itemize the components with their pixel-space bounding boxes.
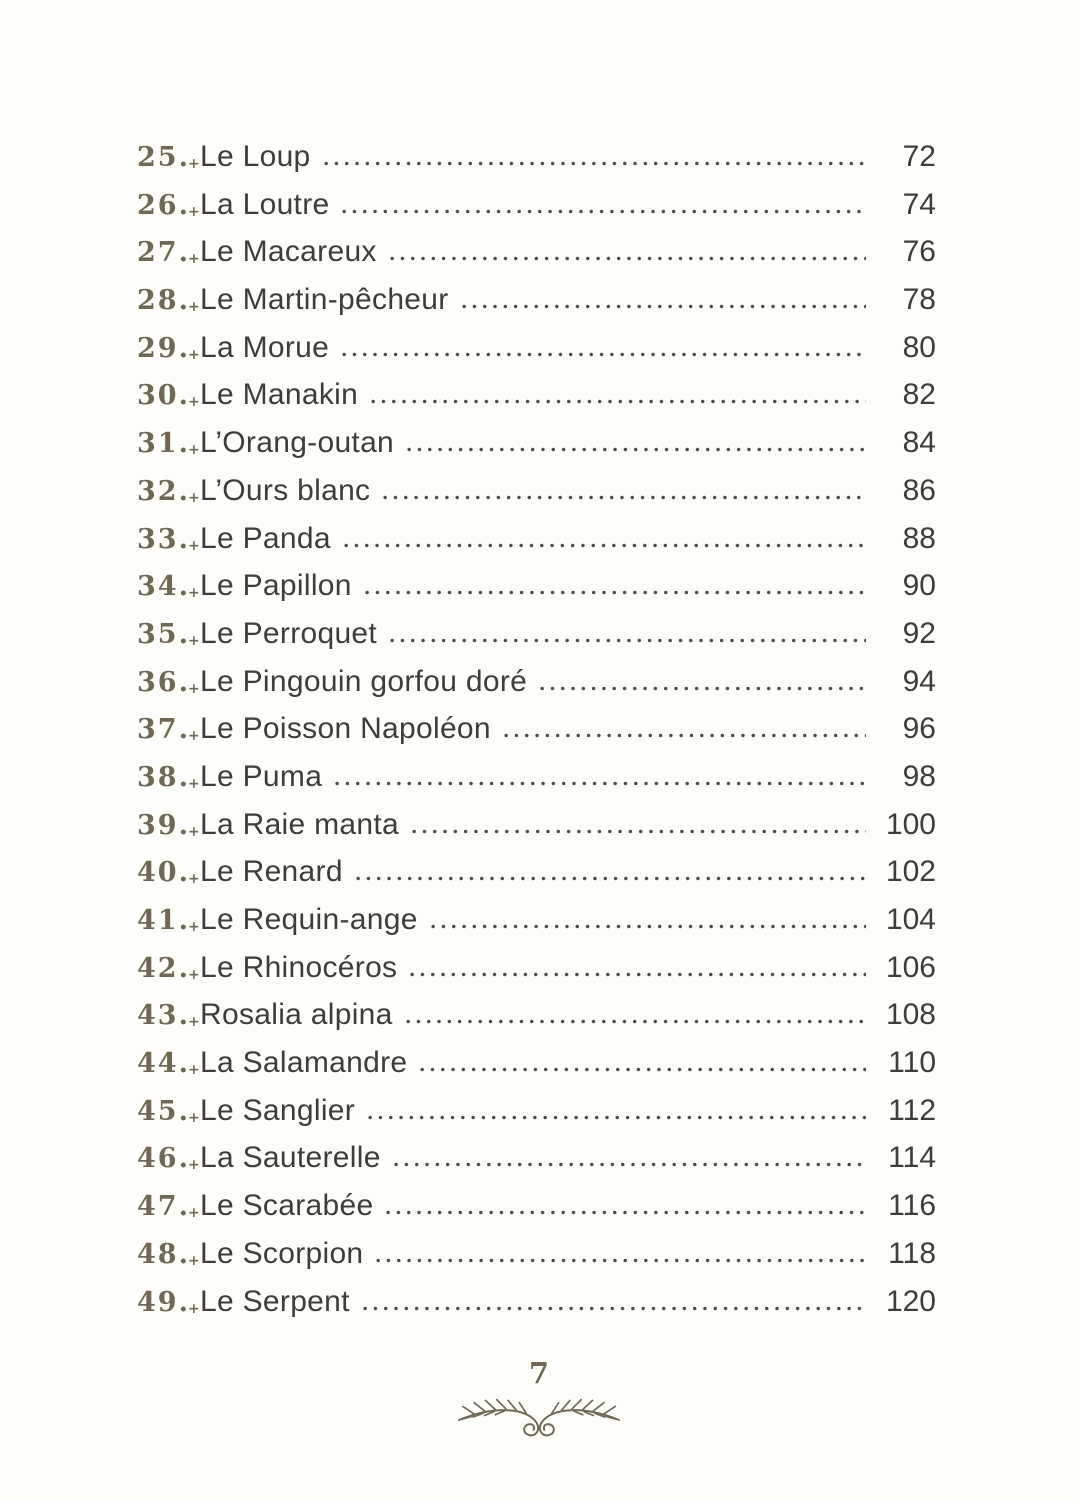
entry-number: 49.+ bbox=[137, 1286, 200, 1318]
number-ornament-icon: + bbox=[187, 1014, 200, 1031]
entry-page-number: 106 bbox=[885, 950, 936, 984]
number-ornament-icon: + bbox=[187, 1205, 200, 1222]
number-ornament-icon: + bbox=[187, 632, 200, 649]
dot-leader bbox=[537, 686, 866, 691]
entry-number: 34.+ bbox=[137, 571, 200, 603]
dot-leader bbox=[428, 924, 866, 929]
dot-leader bbox=[339, 352, 866, 357]
dot-leader bbox=[383, 1210, 866, 1215]
entry-title: Le Papillon bbox=[200, 569, 352, 603]
number-ornament-icon: + bbox=[187, 728, 200, 745]
entry-page-number: 84 bbox=[902, 426, 936, 460]
toc-entry bbox=[137, 1189, 936, 1237]
entry-page-number: 78 bbox=[902, 283, 936, 317]
toc-entry bbox=[137, 760, 936, 808]
dot-leader bbox=[368, 399, 866, 404]
dot-leader bbox=[321, 161, 866, 166]
number-ornament-icon: + bbox=[187, 203, 200, 220]
entry-number: 40.+ bbox=[137, 857, 200, 889]
dot-leader bbox=[409, 829, 866, 834]
dot-leader bbox=[362, 590, 866, 595]
toc-entry bbox=[137, 522, 936, 570]
entry-title: Le Loup bbox=[200, 140, 311, 173]
number-ornament-icon: + bbox=[187, 1109, 200, 1126]
entry-title: L’Ours blanc bbox=[200, 473, 371, 507]
number-ornament-icon: + bbox=[187, 537, 200, 554]
entry-title: Le Scarabée bbox=[200, 1189, 374, 1223]
entry-number: 27.+ bbox=[137, 237, 200, 269]
number-ornament-icon: + bbox=[187, 1157, 200, 1174]
entry-number: 37.+ bbox=[137, 714, 200, 746]
toc-entry bbox=[137, 188, 936, 236]
entry-number: 36.+ bbox=[137, 666, 200, 698]
toc-entry bbox=[137, 1094, 936, 1142]
toc-entry bbox=[137, 1237, 936, 1285]
entry-page-number: 88 bbox=[902, 521, 936, 555]
entry-page-number: 96 bbox=[902, 712, 936, 746]
dot-leader bbox=[341, 543, 866, 548]
entry-title: Le Serpent bbox=[200, 1284, 350, 1318]
entry-title: La Morue bbox=[200, 330, 330, 364]
number-ornament-icon: + bbox=[187, 251, 200, 268]
entry-title: Le Puma bbox=[200, 759, 323, 793]
number-ornament-icon: + bbox=[187, 394, 200, 411]
dot-leader bbox=[459, 304, 866, 309]
entry-page-number: 90 bbox=[902, 569, 936, 603]
entry-page-number: 108 bbox=[885, 998, 936, 1032]
entry-number: 31.+ bbox=[137, 428, 200, 460]
dot-leader bbox=[407, 972, 866, 977]
dot-leader bbox=[387, 256, 866, 261]
entry-title: La Raie manta bbox=[200, 807, 400, 841]
number-ornament-icon: + bbox=[187, 1252, 200, 1269]
entry-page-number: 110 bbox=[888, 1046, 936, 1080]
entry-page-number: 72 bbox=[902, 140, 936, 173]
number-ornament-icon: + bbox=[187, 1300, 200, 1317]
entry-page-number: 76 bbox=[902, 235, 936, 269]
toc-entry bbox=[137, 235, 936, 283]
entry-number: 35.+ bbox=[137, 618, 200, 650]
entry-number: 43.+ bbox=[137, 1000, 200, 1032]
toc-entry bbox=[137, 1046, 936, 1094]
entry-page-number: 80 bbox=[902, 330, 936, 364]
number-ornament-icon: + bbox=[187, 966, 200, 983]
entry-page-number: 100 bbox=[885, 807, 936, 841]
toc-entry bbox=[137, 998, 936, 1046]
entry-title: Le Renard bbox=[200, 855, 343, 889]
entry-title: L’Orang-outan bbox=[200, 426, 395, 460]
toc-entry bbox=[137, 426, 936, 474]
entry-number: 39.+ bbox=[137, 809, 200, 841]
dot-leader bbox=[387, 638, 866, 643]
entry-title: Le Scorpion bbox=[200, 1236, 364, 1270]
toc-entry bbox=[137, 474, 936, 522]
number-ornament-icon: + bbox=[187, 919, 200, 935]
entry-page-number: 74 bbox=[902, 187, 936, 221]
dot-leader bbox=[365, 1115, 866, 1120]
entry-title: Le Rhinocéros bbox=[200, 950, 398, 984]
entry-page-number: 92 bbox=[902, 616, 936, 650]
entry-page-number: 118 bbox=[888, 1236, 936, 1270]
entry-page-number: 104 bbox=[885, 903, 936, 936]
entry-number: 32.+ bbox=[137, 475, 200, 507]
entry-title: Le Perroquet bbox=[200, 616, 378, 650]
entry-title: Rosalia alpina bbox=[200, 998, 393, 1032]
entry-title: Le Requin-ange bbox=[200, 903, 418, 936]
dot-leader bbox=[353, 876, 866, 881]
entry-number: 30.+ bbox=[137, 380, 200, 412]
entry-number: 44.+ bbox=[137, 1048, 200, 1080]
toc-entry bbox=[137, 951, 936, 999]
entry-page-number: 94 bbox=[902, 664, 936, 698]
entry-number: 41.+ bbox=[137, 905, 200, 936]
entry-page-number: 82 bbox=[902, 378, 936, 412]
entry-title: Le Macareux bbox=[200, 235, 377, 269]
number-ornament-icon: + bbox=[187, 156, 200, 172]
dot-leader bbox=[373, 1258, 866, 1263]
number-ornament-icon: + bbox=[187, 680, 200, 697]
entry-page-number: 114 bbox=[888, 1141, 936, 1175]
dot-leader bbox=[403, 1019, 866, 1024]
number-ornament-icon: + bbox=[187, 299, 200, 316]
dot-leader bbox=[380, 495, 866, 500]
dot-leader bbox=[391, 1162, 866, 1167]
toc-entry bbox=[137, 140, 936, 188]
toc-entry bbox=[137, 617, 936, 665]
number-ornament-icon: + bbox=[187, 775, 200, 792]
number-ornament-icon: + bbox=[187, 585, 200, 602]
entry-title: Le Sanglier bbox=[200, 1093, 356, 1127]
entry-title: Le Pingouin gorfou doré bbox=[200, 664, 528, 698]
entry-number: 42.+ bbox=[137, 952, 200, 984]
number-ornament-icon: + bbox=[187, 823, 200, 840]
entry-title: La Loutre bbox=[200, 187, 330, 221]
entry-page-number: 102 bbox=[885, 855, 936, 889]
laurel-flourish-icon bbox=[456, 1393, 622, 1441]
footer-page-number: 7 bbox=[528, 1356, 550, 1391]
dot-leader bbox=[360, 1306, 866, 1311]
dot-leader bbox=[404, 447, 866, 452]
entry-page-number: 116 bbox=[888, 1189, 936, 1223]
entry-title: Le Manakin bbox=[200, 378, 359, 412]
toc-entry bbox=[137, 855, 936, 903]
toc-entry bbox=[137, 378, 936, 426]
entry-number: 48.+ bbox=[137, 1238, 200, 1270]
entry-title: Le Poisson Napoléon bbox=[200, 712, 491, 746]
dot-leader bbox=[417, 1067, 866, 1072]
toc-entry bbox=[137, 569, 936, 617]
dot-leader bbox=[339, 209, 866, 214]
dot-leader bbox=[332, 781, 866, 786]
entry-number: 25.+ bbox=[137, 142, 200, 173]
entry-page-number: 120 bbox=[885, 1284, 936, 1318]
entry-number: 26.+ bbox=[137, 189, 200, 221]
entry-title: La Sauterelle bbox=[200, 1141, 381, 1175]
dot-leader bbox=[501, 733, 866, 738]
entry-page-number: 112 bbox=[888, 1093, 936, 1127]
entry-number: 46.+ bbox=[137, 1143, 200, 1175]
number-ornament-icon: + bbox=[187, 871, 200, 888]
entry-number: 38.+ bbox=[137, 761, 200, 793]
toc-entry bbox=[137, 1141, 936, 1189]
entry-page-number: 98 bbox=[902, 759, 936, 793]
entry-title: La Salamandre bbox=[200, 1046, 408, 1080]
toc-entry bbox=[137, 331, 936, 379]
toc-entry bbox=[137, 665, 936, 713]
entry-title: Le Panda bbox=[200, 521, 331, 555]
number-ornament-icon: + bbox=[187, 442, 200, 459]
toc-entry bbox=[137, 712, 936, 760]
entry-number: 47.+ bbox=[137, 1191, 200, 1223]
toc-entry bbox=[137, 1285, 936, 1333]
toc-entry bbox=[137, 808, 936, 856]
entry-number: 45.+ bbox=[137, 1095, 200, 1127]
entry-number: 28.+ bbox=[137, 285, 200, 317]
entry-title: Le Martin-pêcheur bbox=[200, 283, 449, 317]
page-footer bbox=[0, 1358, 1078, 1441]
entry-number: 29.+ bbox=[137, 332, 200, 364]
entry-number: 33.+ bbox=[137, 523, 200, 555]
entry-page-number: 86 bbox=[902, 473, 936, 507]
toc-entry bbox=[137, 283, 936, 331]
number-ornament-icon: + bbox=[187, 489, 200, 506]
number-ornament-icon: + bbox=[187, 1062, 200, 1079]
number-ornament-icon: + bbox=[187, 346, 200, 363]
toc-entry bbox=[137, 903, 936, 951]
